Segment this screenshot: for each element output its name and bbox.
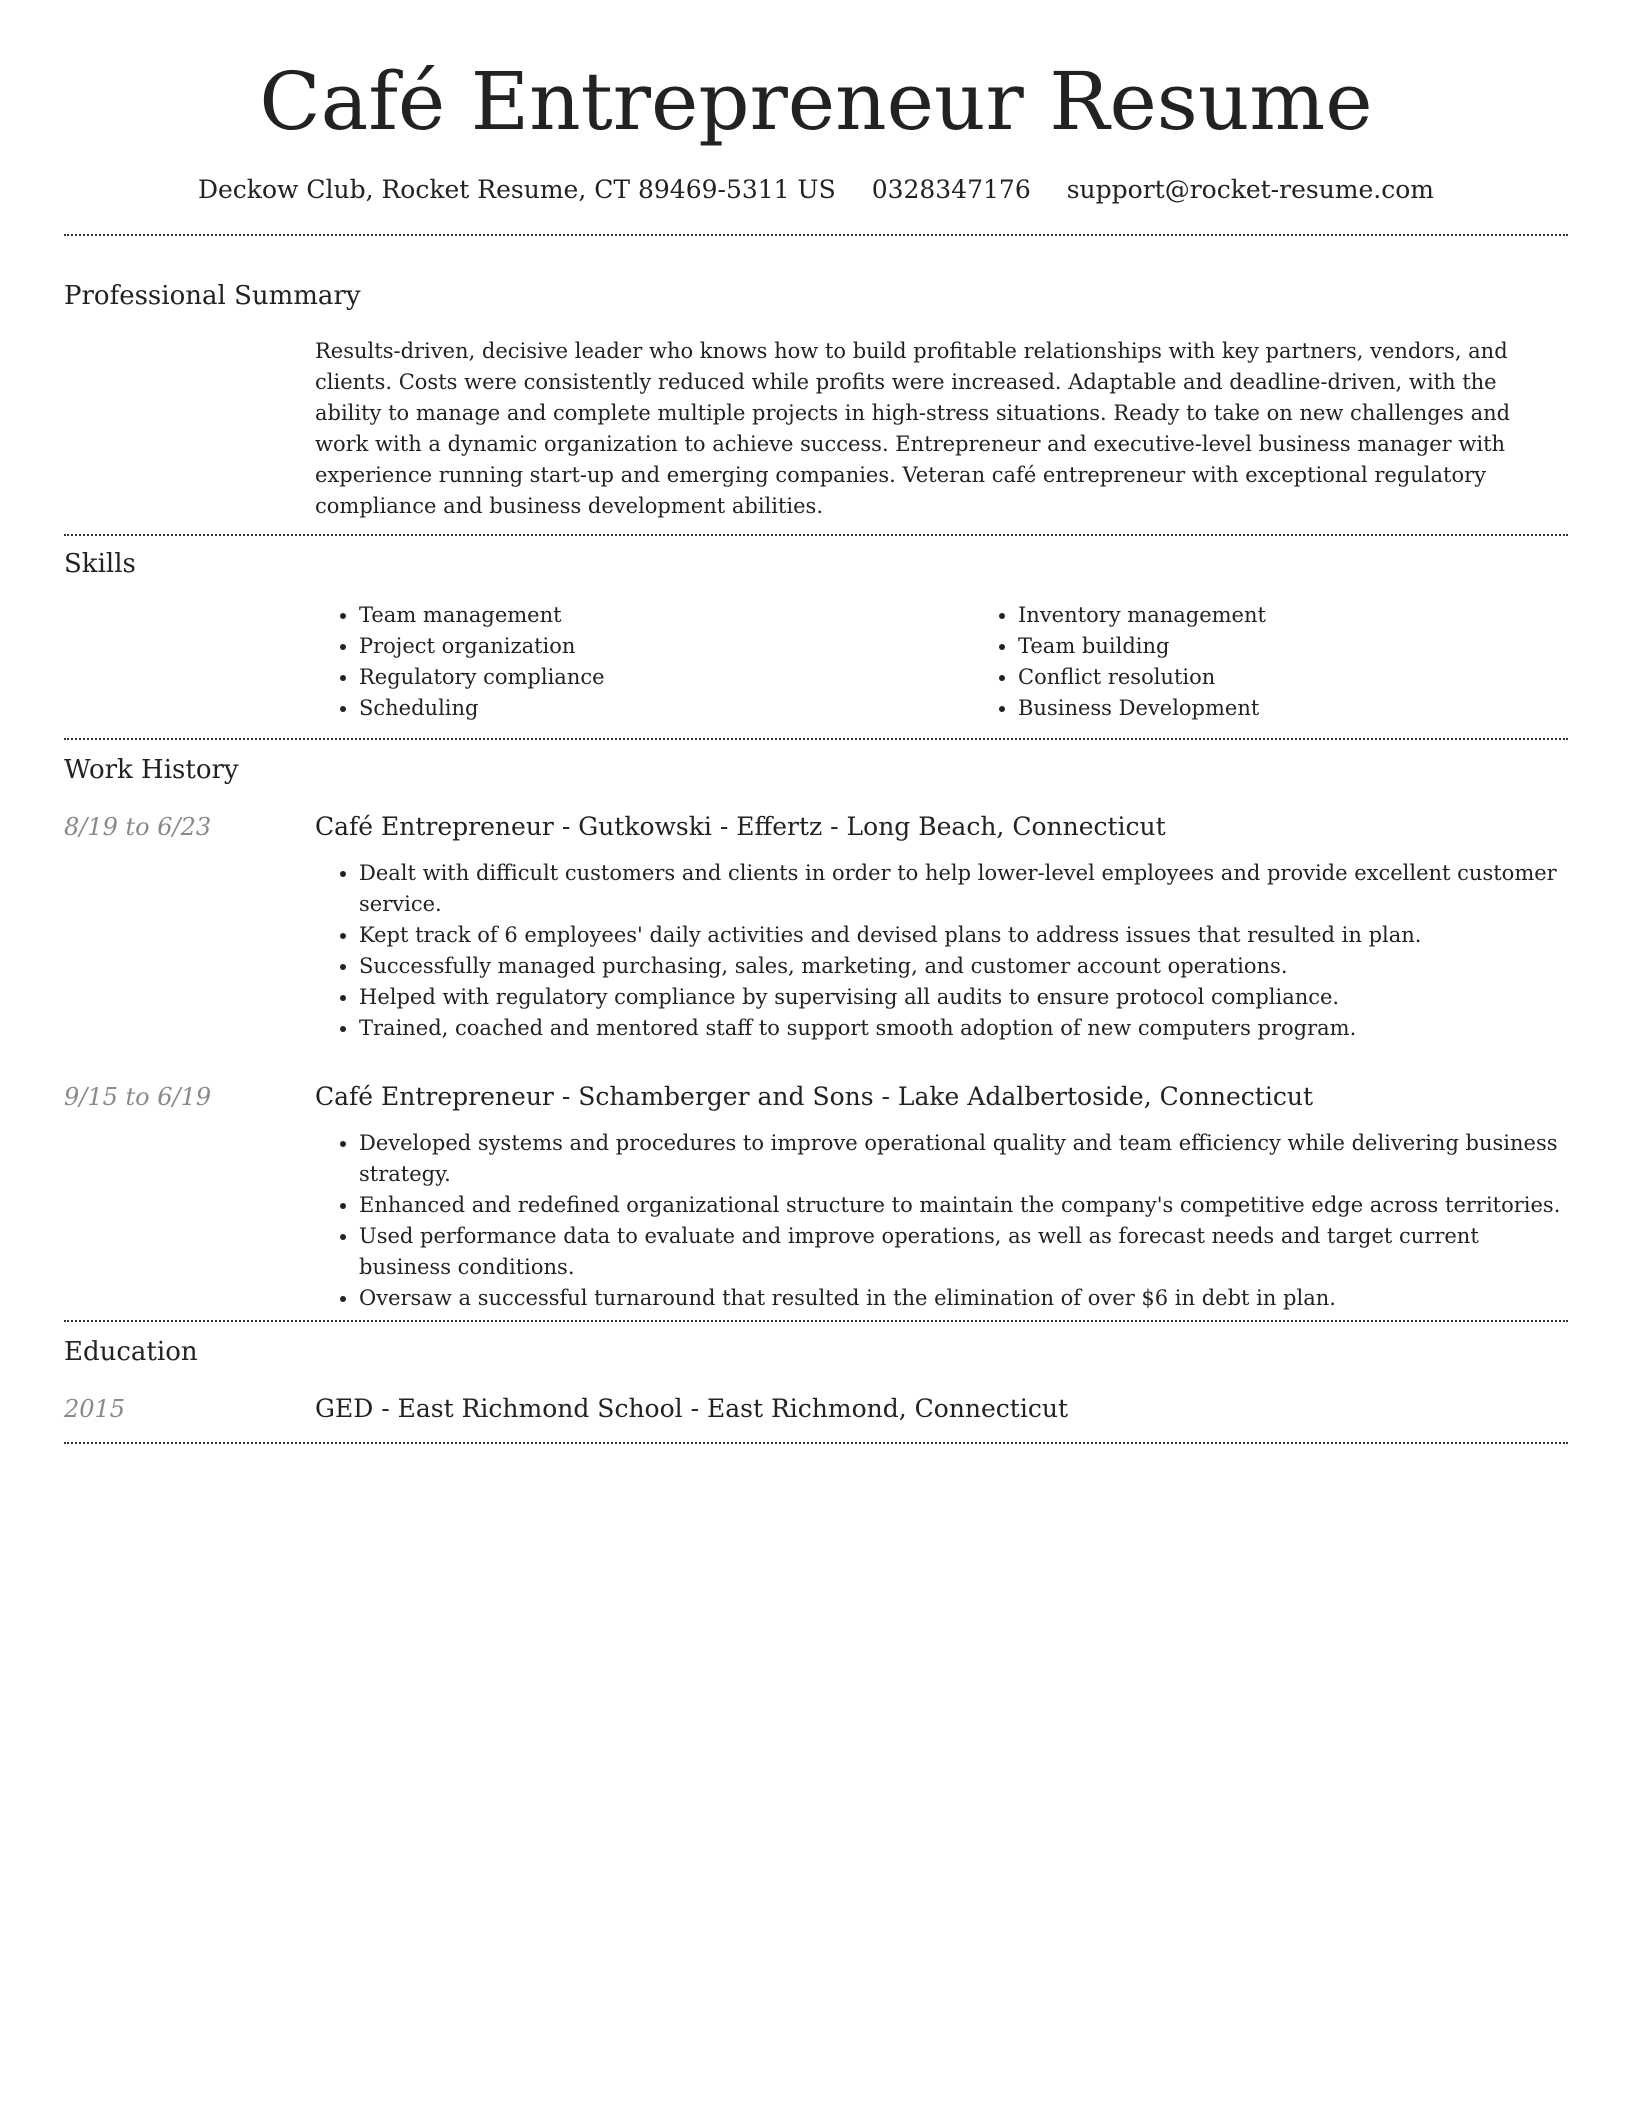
job-bullet: • Kept track of 6 employees' daily activities and devised plans to address issues that resulted in plan. <box>359 920 1568 951</box>
section-heading-work: Work History <box>64 755 239 785</box>
section-divider <box>64 1442 1568 1444</box>
education-section <box>64 1322 1568 1442</box>
education-entry <box>64 1392 1568 1426</box>
job-title: Café Entrepreneur - Schamberger and Sons - Lake Adalbertoside, Connecticut <box>315 1082 1313 1111</box>
summary-text: Results-driven, decisive leader who knows how to build profitable relationships with key partners, vendors, and clients. Costs were consistently reduced while profits were increased. Adaptable and deadline-driven, with the ability to manage and complete multiple projects in high-stress situations. Ready to take on new challenges and work with a dynamic organization to achieve success. Entrepreneur and executive-level business manager with experience running start-up and emerging companies. Veteran café entrepreneur with exceptional regulatory compliance and business development abilities. <box>315 339 1511 518</box>
job-bullet: • Dealt with difficult customers and clients in order to help lower-level employees and provide excellent customer service. <box>359 858 1568 920</box>
skill-item: • Conflict resolution <box>1018 662 1568 693</box>
job-entry <box>64 810 1568 1044</box>
job-entry <box>64 1080 1568 1314</box>
skill-item: • Team management <box>359 600 974 631</box>
job-title: Café Entrepreneur - Gutkowski - Effertz - Long Beach, Connecticut <box>315 812 1166 841</box>
skills-column-2 <box>974 600 1568 724</box>
education-title: GED - East Richmond School - East Richmond, Connecticut <box>315 1394 1069 1423</box>
skills-list <box>315 600 1568 724</box>
section-heading-skills: Skills <box>64 549 136 579</box>
job-bullet: • Helped with regulatory compliance by supervising all audits to ensure protocol compliance. <box>359 982 1568 1013</box>
job-bullet: • Successfully managed purchasing, sales, marketing, and customer account operations. <box>359 951 1568 982</box>
skill-item: • Project organization <box>359 631 974 662</box>
job-bullet: • Enhanced and redefined organizational structure to maintain the company's competitive edge across territories. <box>359 1190 1568 1221</box>
job-bullet: • Used performance data to evaluate and improve operations, as well as forecast needs and target current business conditions. <box>359 1221 1568 1283</box>
job-bullet: • Oversaw a successful turnaround that resulted in the elimination of over $6 in debt in plan. <box>359 1283 1568 1314</box>
work-history-section <box>64 740 1568 1320</box>
contact-info <box>64 172 1568 208</box>
job-bullets <box>315 1128 1568 1314</box>
skill-item: • Business Development <box>1018 693 1568 724</box>
job-bullet: • Developed systems and procedures to improve operational quality and team efficiency while delivering business strategy. <box>359 1128 1568 1190</box>
skills-section <box>64 536 1568 738</box>
skill-item: • Team building <box>1018 631 1568 662</box>
contact-address: Deckow Club, Rocket Resume, CT 89469-5311 US <box>197 175 836 204</box>
contact-email: support@rocket-resume.com <box>1066 175 1435 204</box>
resume-page <box>64 0 1568 1444</box>
job-bullet: • Trained, coached and mentored staff to support smooth adoption of new computers program. <box>359 1013 1568 1044</box>
skill-item: • Scheduling <box>359 693 974 724</box>
job-dates: 9/15 to 6/19 <box>64 1083 212 1111</box>
skill-item: • Regulatory compliance <box>359 662 974 693</box>
job-bullets <box>315 858 1568 1044</box>
education-year: 2015 <box>64 1395 126 1423</box>
skill-item: • Inventory management <box>1018 600 1568 631</box>
section-heading-education: Education <box>64 1337 198 1367</box>
professional-summary-section <box>64 236 1568 534</box>
skills-column-1 <box>315 600 974 724</box>
resume-title: Café Entrepreneur Resume <box>259 55 1373 148</box>
contact-phone: 0328347176 <box>871 175 1031 204</box>
section-heading-summary: Professional Summary <box>64 281 361 311</box>
job-dates: 8/19 to 6/23 <box>64 813 212 841</box>
